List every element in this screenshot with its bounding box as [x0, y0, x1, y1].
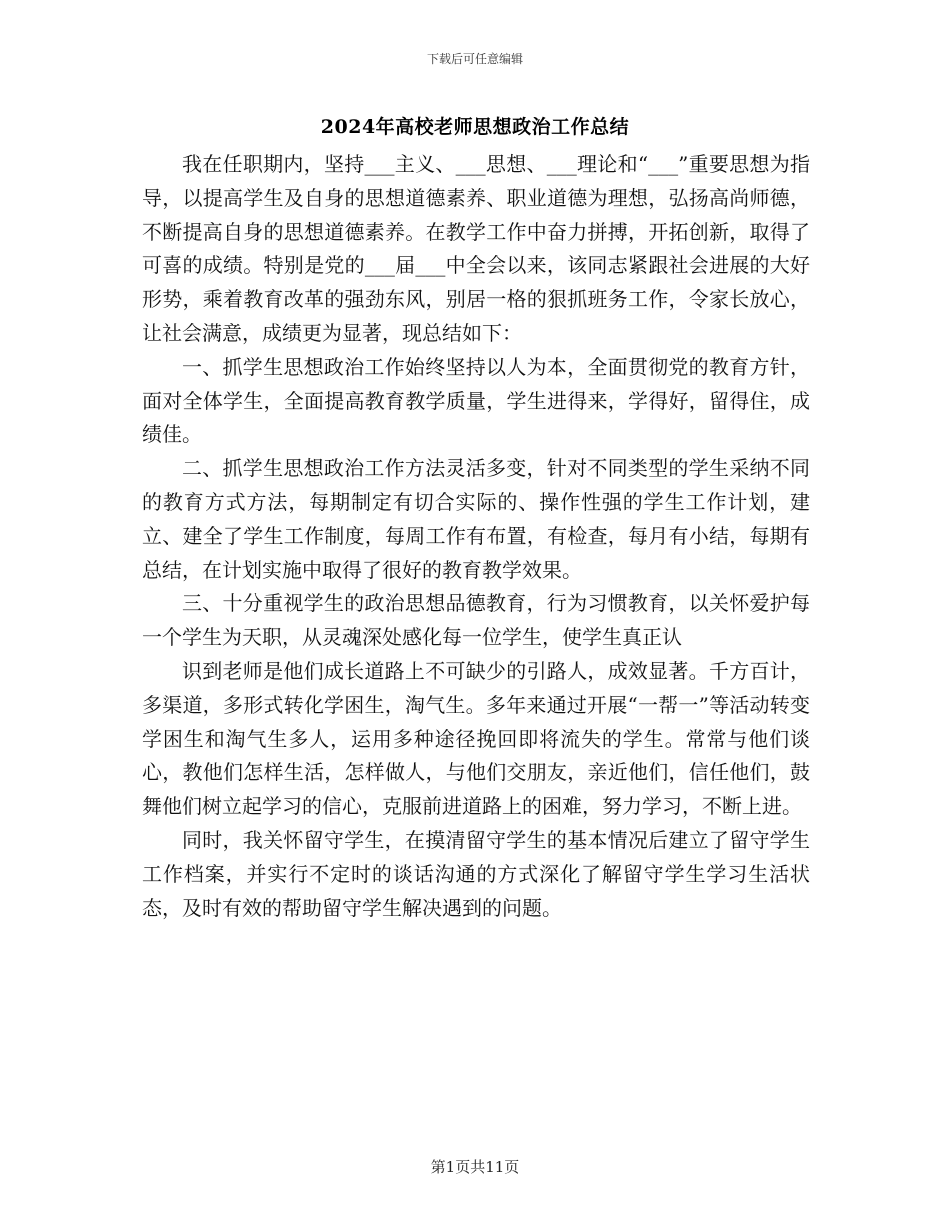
paragraph-point-three-continued: 识到老师是他们成长道路上不可缺少的引路人，成效显著。千方百计，多渠道，多形式转化学困生，淘气生。多年来通过开展“一帮一”等活动转变学困生和淘气生多人，运用多种途径挽回即将流失的学生。常常与他们谈心，教他们怎样生活，怎样做人，与他们交朋友，亲近他们，信任他们，鼓舞他们树立起学习的信心，克服前进道路上的困难，努力学习，不断上进。	[142, 658, 810, 819]
paragraph-left-behind-students: 同时，我关怀留守学生，在摸清留守学生的基本情况后建立了留守学生工作档案，并实行不定时的谈话沟通的方式深化了解留守学生学习生活状态，及时有效的帮助留守学生解决遇到的问题。	[142, 827, 810, 920]
paragraph-point-three: 三、十分重视学生的政治思想品德教育，行为习惯教育，以关怀爱护每一个学生为天职，从灵魂深处感化每一位学生，使学生真正认	[142, 591, 810, 650]
paragraph-point-two: 二、抓学生思想政治工作方法灵活多变，针对不同类型的学生采纳不同的教育方式方法，每期制定有切合实际的、操作性强的学生工作计划，建立、建全了学生工作制度，每周工作有布置，有检查，每月有小结，每期有总结，在计划实施中取得了很好的教育教学效果。	[142, 456, 810, 582]
page-number-footer: 第1页共11页	[430, 1158, 520, 1176]
paragraph-point-one: 一、抓学生思想政治工作始终坚持以人为本，全面贯彻党的教育方针，面对全体学生，全面提高教育教学质量，学生进得来，学得好，留得住，成绩佳。	[142, 354, 810, 447]
document-title: 2024年高校老师思想政治工作总结	[320, 116, 630, 138]
paragraph-intro: 我在任职期内，坚持___主义、___思想、___理论和“___”重要思想为指导，以提高学生及自身的思想道德素养、职业道德为理想，弘扬高尚师德，不断提高自身的思想道德素养。在教学工作中奋力拼搏，开拓创新，取得了可喜的成绩。特别是党的___届___中全会以来，该同志紧跟社会进展的大好形势，乘着教育改革的强劲东风，别居一格的狠抓班务工作，令家长放心，让社会满意，成绩更为显著，现总结如下：	[142, 152, 810, 345]
document-body	[142, 148, 810, 925]
page-header-note: 下载后可任意编辑	[426, 52, 523, 66]
